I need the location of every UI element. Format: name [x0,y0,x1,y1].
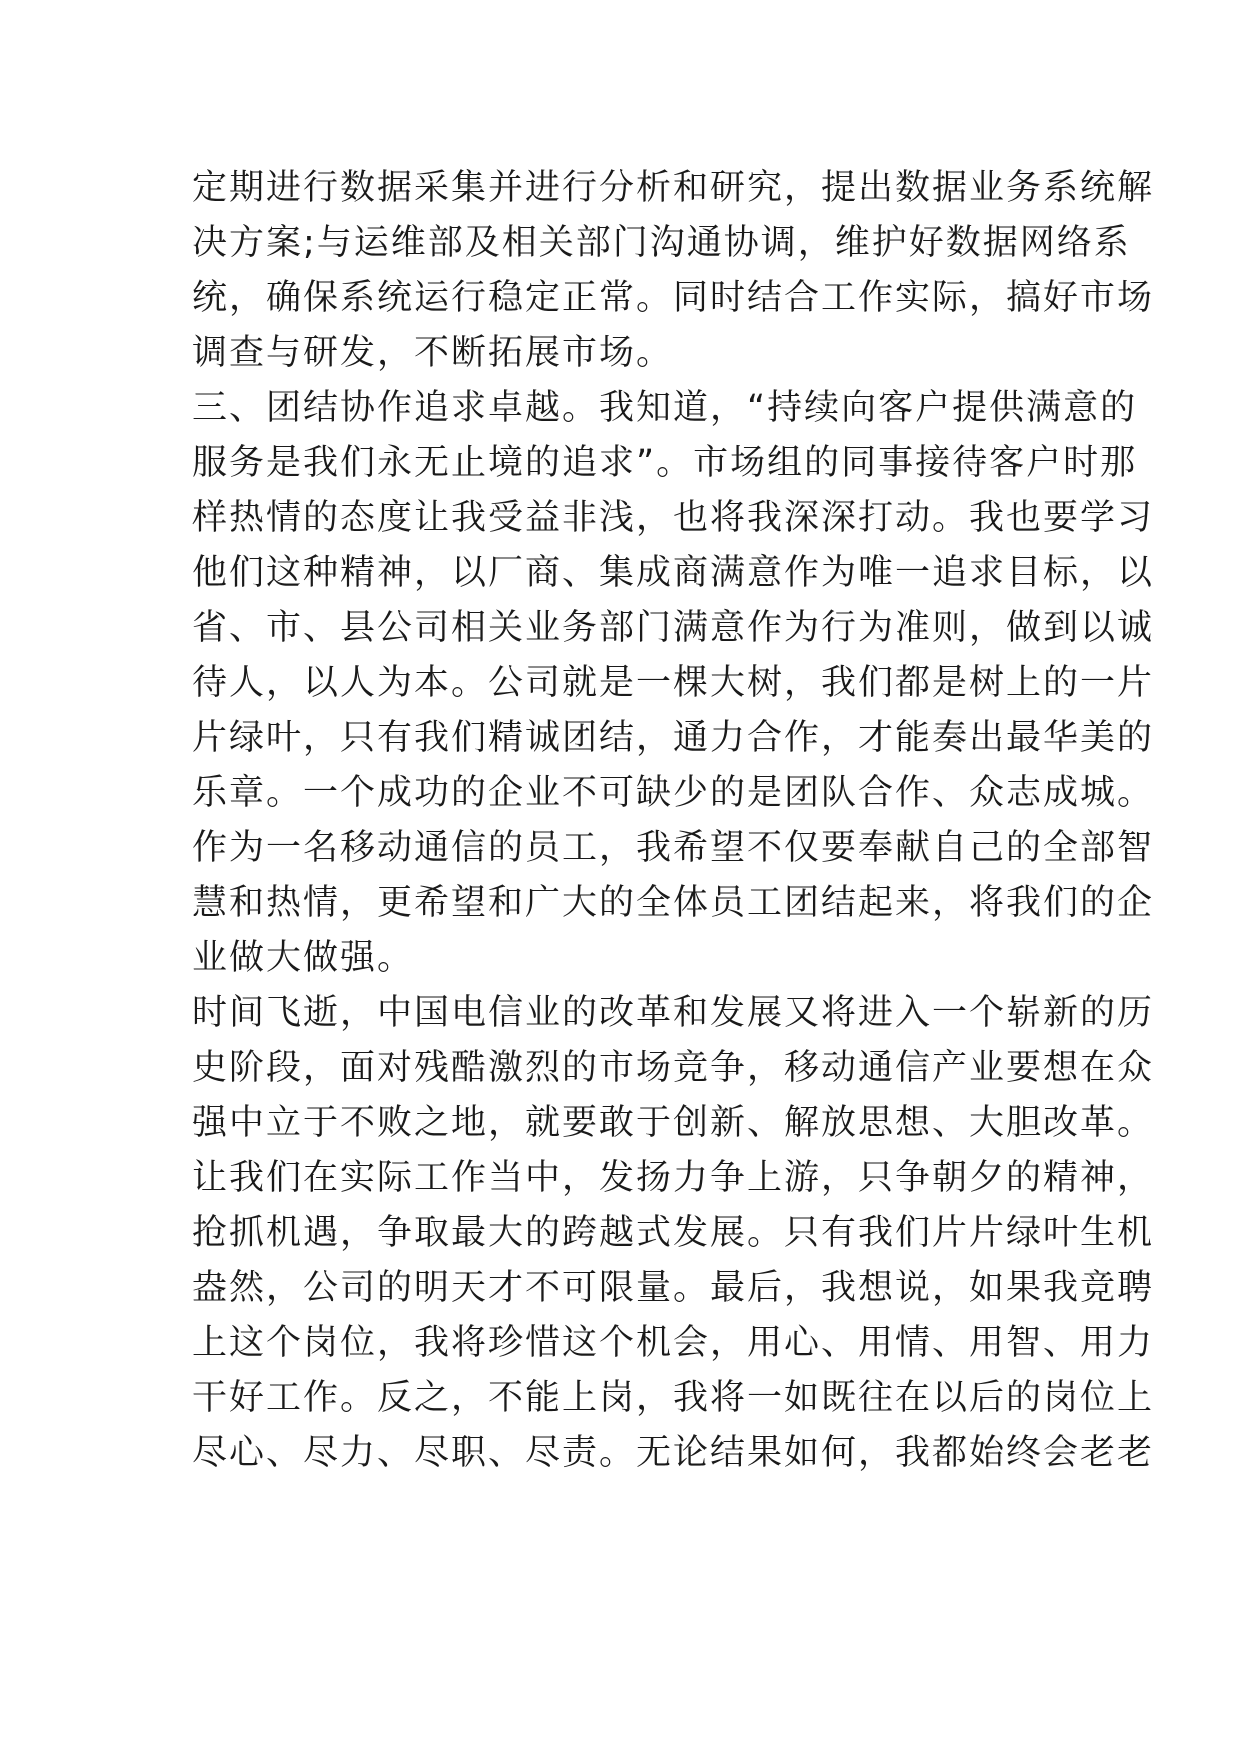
text-line: 上这个岗位，我将珍惜这个机会，用心、用情、用智、用力 [192,1323,1155,1363]
text-line: 决方案;与运维部及相关部门沟通协调，维护好数据网络系 [192,223,1131,263]
text-line: 让我们在实际工作当中，发扬力争上游，只争朝夕的精神， [192,1158,1155,1198]
text-line: 抢抓机遇，争取最大的跨越式发展。只有我们片片绿叶生机 [192,1213,1155,1253]
text-line: 慧和热情，更希望和广大的全体员工团结起来，将我们的企 [192,883,1155,923]
text-line: 他们这种精神，以厂商、集成商满意作为唯一追求目标，以 [192,553,1155,593]
text-line: 史阶段，面对残酷激烈的市场竞争，移动通信产业要想在众 [192,1048,1155,1088]
text-line: 三、团结协作追求卓越。我知道，“持续向客户提供满意的 [192,388,1138,428]
text-line: 作为一名移动通信的员工，我希望不仅要奉献自己的全部智 [192,828,1155,868]
text-line: 业做大做强。 [192,938,415,978]
text-line: 调查与研发，不断拓展市场。 [192,333,674,373]
text-line: 省、市、县公司相关业务部门满意作为行为准则，做到以诚 [192,608,1155,648]
text-line: 待人，以人为本。公司就是一棵大树，我们都是树上的一片 [192,663,1155,703]
text-line: 干好工作。反之，不能上岗，我将一如既往在以后的岗位上 [192,1378,1155,1418]
text-line: 尽心、尽力、尽职、尽责。无论结果如何，我都始终会老老 [192,1433,1155,1473]
text-line: 片绿叶，只有我们精诚团结，通力合作，才能奏出最华美的 [192,718,1155,758]
text-line: 盎然，公司的明天才不可限量。最后，我想说，如果我竞聘 [192,1268,1155,1308]
text-line: 定期进行数据采集并进行分析和研究，提出数据业务系统解 [192,168,1155,208]
text-line: 时间飞逝，中国电信业的改革和发展又将进入一个崭新的历 [192,993,1155,1033]
text-line: 强中立于不败之地，就要敢于创新、解放思想、大胆改革。 [192,1103,1155,1143]
text-line: 统，确保系统运行稳定正常。同时结合工作实际，搞好市场 [192,278,1155,318]
text-line: 服务是我们永无止境的追求”。市场组的同事接待客户时那 [192,443,1138,483]
text-line: 样热情的态度让我受益非浅，也将我深深打动。我也要学习 [192,498,1155,538]
body-text [192,161,1155,1481]
text-line: 乐章。一个成功的企业不可缺少的是团队合作、众志成城。 [192,773,1155,813]
